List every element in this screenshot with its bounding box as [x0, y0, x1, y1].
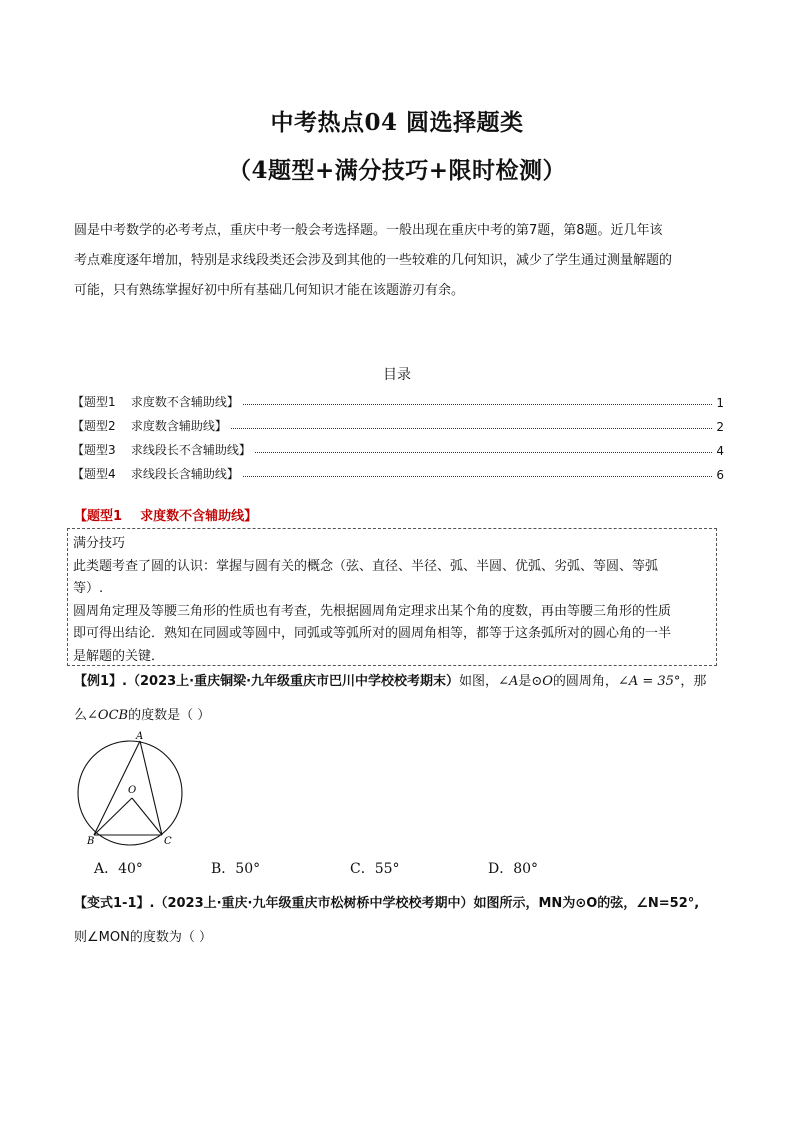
- choice-d[interactable]: D．80°: [488, 861, 539, 877]
- math-given-angle: ∠A = 35°: [617, 674, 681, 689]
- label-a: A: [136, 731, 144, 742]
- toc-entry-1[interactable]: [72, 386, 724, 410]
- toc-entry-label: 【题型3 求线段长不含辅助线】: [72, 443, 251, 457]
- variant-tag: 【变式1-1】: [74, 896, 150, 911]
- variant-1-1-question: [74, 892, 734, 911]
- toc-leader-dots: [243, 476, 712, 477]
- intro-line: 圆是中考数学的必考考点，重庆中考一般会考选择题。一般出现在重庆中考的第7题，第8题。近几年该: [74, 223, 663, 238]
- toc-entry-label: 【题型1 求度数不含辅助线】: [72, 395, 239, 409]
- label-b: B: [87, 836, 95, 847]
- choice-b[interactable]: B．50°: [211, 861, 261, 877]
- intro-paragraph: [74, 216, 724, 306]
- circle-figure: [76, 728, 190, 850]
- choice-c[interactable]: C．55°: [350, 861, 400, 877]
- math-angle-ocb: ∠OCB: [87, 708, 129, 723]
- intro-line: 可能，只有熟练掌握好初中所有基础几何知识才能在该题游刃有余。: [74, 283, 465, 298]
- intro-line: 考点难度逐年增加，特别是求线段类还会涉及到其他的一些较难的几何知识，减少了学生通过测量解题的: [74, 253, 673, 268]
- choice-a[interactable]: A．40°: [94, 861, 143, 877]
- question-text: 是: [518, 674, 532, 689]
- tips-line: 是解题的关键．: [73, 648, 165, 664]
- segment-ob: [94, 798, 132, 835]
- tips-line: 等）.: [73, 581, 104, 596]
- variant-1-1-question-line2: 则∠MON的度数为（ ）: [74, 930, 212, 945]
- example-tag: 【例1】: [74, 674, 123, 689]
- label-c: C: [164, 836, 172, 847]
- toc-leader-dots: [231, 428, 712, 429]
- toc-leader-dots: [243, 404, 712, 405]
- example-source: .（2023上·重庆铜梁·九年级重庆市巴川中学校校考期末）: [122, 674, 460, 689]
- tips-line: 圆周角定理及等腰三角形的性质也有考查，先根据圆周角定理求出某个角的度数，再由等腰三角形的性质: [73, 603, 672, 619]
- question-text: 的度数是（ ）: [128, 708, 211, 723]
- toc-entry-3[interactable]: [72, 434, 724, 458]
- toc-page-number: 1: [716, 396, 724, 410]
- tips-box: [67, 528, 717, 666]
- tips-line: 即可得出结论．熟知在同圆或等圆中，同弧或等弧所对的圆周角相等，都等于这条弧所对的圆心角的一半: [73, 626, 672, 641]
- question-text: 么: [74, 708, 88, 723]
- toc-entry-2[interactable]: [72, 410, 724, 434]
- toc-page-number: 4: [716, 444, 724, 458]
- question-text: .（2023上·重庆·九年级重庆市松树桥中学校校考期中）如图所示，MN为⊙O的弦，∠N=52°,: [149, 896, 700, 911]
- section-title: 【题型1 求度数不含辅助线】: [74, 509, 258, 524]
- label-o: O: [128, 785, 137, 796]
- table-of-contents: [72, 386, 724, 482]
- toc-page-number: 6: [716, 468, 724, 482]
- toc-entry-4[interactable]: [72, 458, 724, 482]
- toc-title: 目录: [383, 367, 411, 383]
- math-angle-a: ∠A: [498, 674, 519, 689]
- toc-entry-label: 【题型2 求度数含辅助线】: [72, 419, 227, 433]
- page-subtitle: （4题型+满分技巧+限时检测）: [227, 157, 567, 184]
- question-text: ，那: [680, 674, 707, 689]
- math-circle-o: ⊙O: [531, 674, 553, 689]
- toc-page-number: 2: [716, 420, 724, 434]
- page-title: 中考热点04 圆选择题类: [270, 109, 524, 136]
- toc-entry-label: 【题型4 求线段长含辅助线】: [72, 467, 239, 481]
- toc-leader-dots: [255, 452, 712, 453]
- tips-heading: 满分技巧: [73, 536, 126, 551]
- example-1-question: [74, 670, 734, 689]
- example-1-question-line2: [74, 704, 210, 723]
- question-text: 的圆周角，: [552, 674, 618, 689]
- question-text: 如图，: [459, 674, 499, 689]
- tips-line: 此类题考查了圆的认识：掌握与圆有关的概念（弦、直径、半径、弧、半圆、优弧、劣弧、等圆、等弧: [73, 558, 659, 574]
